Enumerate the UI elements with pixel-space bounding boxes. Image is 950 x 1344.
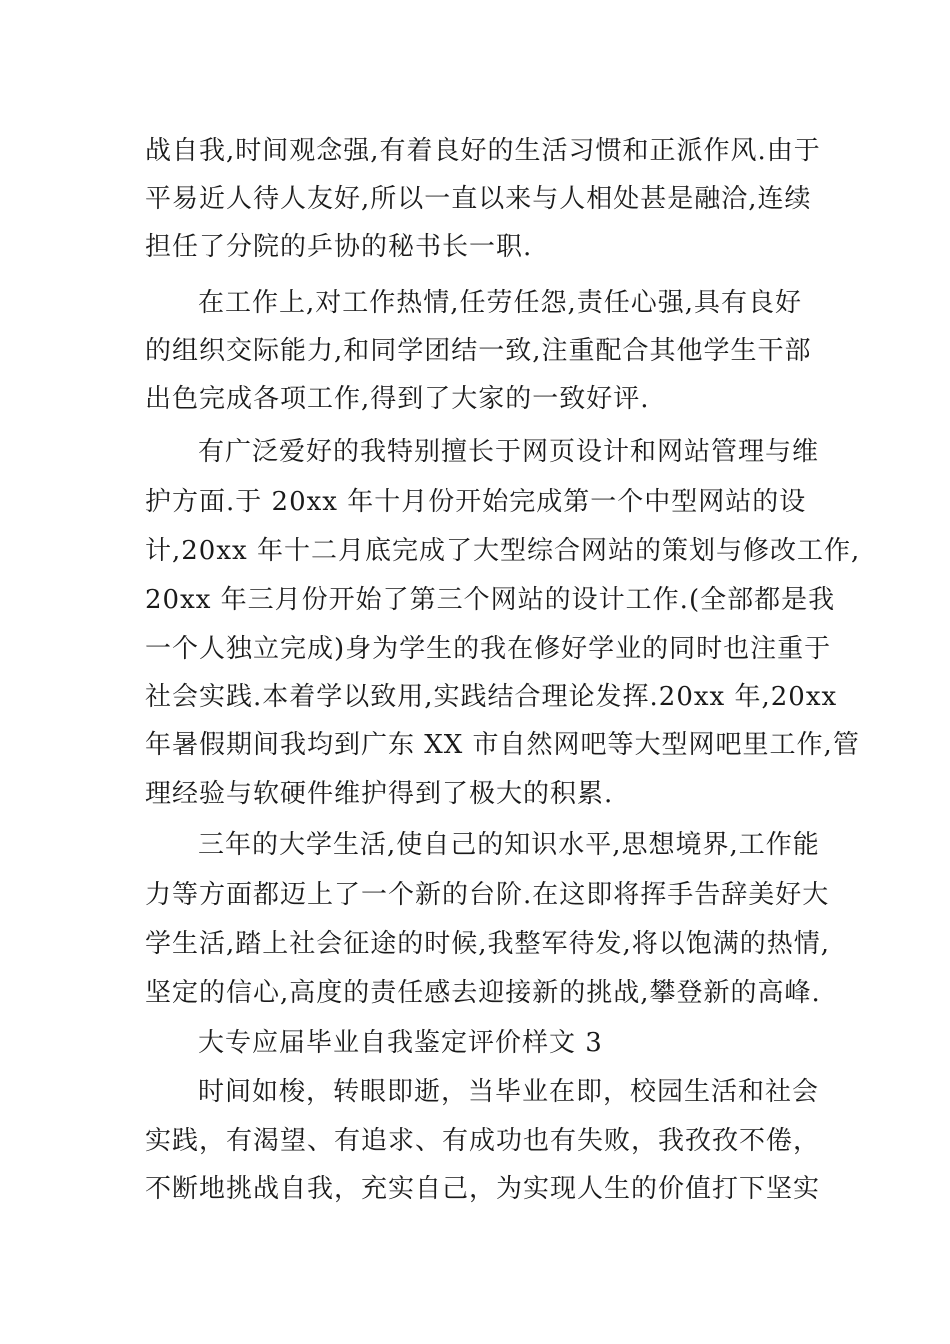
paragraph-first-line: 在工作上,对工作热情,任劳任怨,责任心强,具有良好	[198, 288, 803, 318]
text-line: 坚定的信心,高度的责任感去迎接新的挑战,攀登新的高峰.	[145, 978, 821, 1008]
text-line: 实践，有渴望、有追求、有成功也有失败，我孜孜不倦，	[145, 1126, 821, 1156]
text-line: 不断地挑战自我，充实自己，为实现人生的价值打下坚实	[145, 1174, 821, 1204]
text-line: 计,20xx 年十二月底完成了大型综合网站的策划与修改工作,	[145, 536, 861, 566]
text-line: 学生活,踏上社会征途的时候,我整军待发,将以饱满的热情,	[145, 929, 831, 959]
text-line: 平易近人待人友好,所以一直以来与人相处甚是融洽,连续	[145, 184, 812, 214]
text-line: 护方面.于 20xx 年十月份开始完成第一个中型网站的设	[145, 487, 807, 517]
section-heading: 大专应届毕业自我鉴定评价样文 3	[198, 1028, 603, 1058]
text-line: 一个人独立完成)身为学生的我在修好学业的同时也注重于	[145, 634, 832, 664]
text-line: 年暑假期间我均到广东 XX 市自然网吧等大型网吧里工作,管	[145, 730, 860, 760]
paragraph-first-line: 三年的大学生活,使自己的知识水平,思想境界,工作能	[198, 830, 820, 860]
text-line: 的组织交际能力,和同学团结一致,注重配合其他学生干部	[145, 336, 812, 366]
text-line: 社会实践.本着学以致用,实践结合理论发挥.20xx 年,20xx	[145, 682, 838, 712]
text-line: 理经验与软硬件维护得到了极大的积累.	[145, 779, 614, 809]
text-line: 20xx 年三月份开始了第三个网站的设计工作.(全部都是我	[145, 585, 836, 615]
text-line: 出色完成各项工作,得到了大家的一致好评.	[145, 384, 650, 414]
text-line: 力等方面都迈上了一个新的台阶.在这即将挥手告辞美好大	[145, 880, 830, 910]
text-line: 担任了分院的乒协的秘书长一职.	[145, 232, 533, 262]
paragraph-first-line: 时间如梭，转眼即逝，当毕业在即，校园生活和社会	[198, 1077, 820, 1107]
text-line: 战自我,时间观念强,有着良好的生活习惯和正派作风.由于	[145, 136, 821, 166]
paragraph-first-line: 有广泛爱好的我特别擅长于网页设计和网站管理与维	[198, 437, 820, 467]
